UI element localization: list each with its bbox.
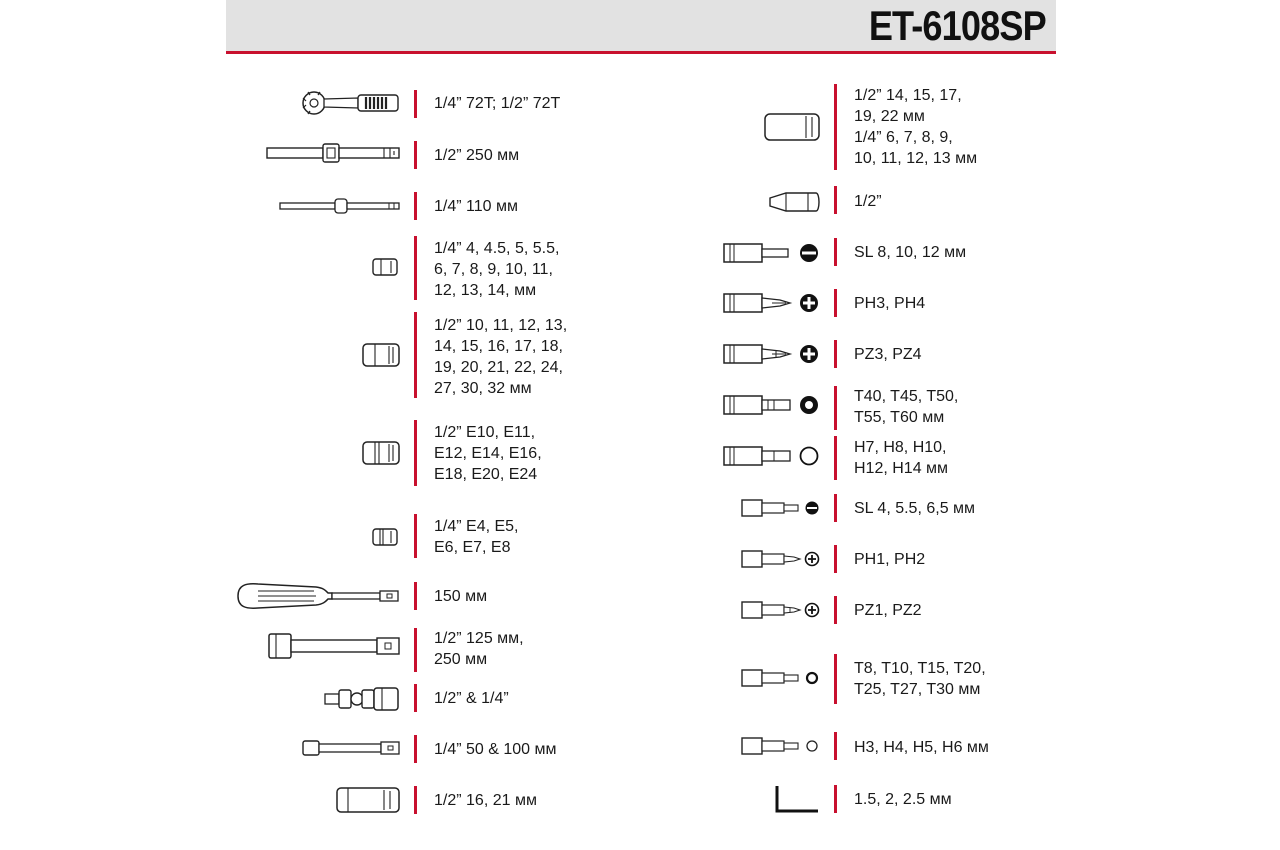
- separator-bar: [834, 436, 837, 480]
- item-label: 1/4” 50 & 100 мм: [434, 741, 557, 758]
- header-divider: [226, 51, 1056, 54]
- item-label: SL 8, 10, 12 мм: [854, 244, 967, 261]
- extension-bar-half-icon: [268, 632, 402, 660]
- deep-socket-icon: [764, 112, 822, 142]
- phillips-small-bit-icon: [740, 548, 822, 570]
- item-label: 1/2” 250 мм: [434, 147, 520, 164]
- separator-bar: [414, 735, 417, 763]
- item-label: T8, T10, T15, T20, T25, T27, T30 мм: [854, 660, 986, 698]
- item-label: H7, H8, H10, H12, H14 мм: [854, 439, 949, 477]
- bit-adapter-icon: [768, 190, 822, 214]
- universal-joint-icon: [324, 686, 402, 712]
- separator-bar: [834, 84, 837, 170]
- e-torx-socket-half-icon: [362, 440, 402, 466]
- slotted-small-bit-icon: [740, 497, 822, 519]
- e-torx-socket-quarter-icon: [372, 527, 400, 547]
- separator-bar: [834, 545, 837, 573]
- separator-bar: [834, 238, 837, 266]
- hex-bit-icon: [722, 443, 822, 469]
- separator-bar: [834, 340, 837, 368]
- item-label: PZ3, PZ4: [854, 346, 922, 363]
- slotted-bit-icon: [722, 240, 822, 266]
- item-label: T40, T45, T50, T55, T60 мм: [854, 388, 959, 426]
- item-label: 1/2” 10, 11, 12, 13, 14, 15, 16, 17, 18, 19, 20, 21, 22, 24, 27, 30, 32 мм: [434, 317, 568, 397]
- item-label: 1/2” 16, 21 мм: [434, 792, 537, 809]
- item-label: 150 мм: [434, 588, 488, 605]
- item-label: 1/4” E4, E5, E6, E7, E8: [434, 518, 519, 556]
- item-label: 1/2”: [854, 193, 882, 210]
- separator-bar: [834, 732, 837, 760]
- separator-bar: [414, 582, 417, 610]
- t-bar-handle-icon: [266, 143, 402, 163]
- socket-half-icon: [362, 342, 402, 368]
- item-label: H3, H4, H5, H6 мм: [854, 739, 989, 756]
- torx-small-bit-icon: [740, 667, 822, 689]
- item-label: 1/2” E10, E11, E12, E14, E16, E18, E20, E24: [434, 424, 542, 483]
- hex-key-icon: [774, 784, 822, 814]
- socket-quarter-icon: [372, 257, 400, 277]
- model-title: ET-6108SP: [869, 2, 1046, 49]
- separator-bar: [834, 596, 837, 624]
- separator-bar: [834, 494, 837, 522]
- hex-small-bit-icon: [740, 735, 822, 757]
- ratchet-icon: [300, 88, 404, 118]
- separator-bar: [414, 90, 417, 118]
- screwdriver-handle-icon: [236, 581, 402, 611]
- separator-bar: [834, 654, 837, 704]
- separator-bar: [414, 786, 417, 814]
- separator-bar: [834, 386, 837, 430]
- item-label: 1/2” & 1/4”: [434, 690, 509, 707]
- item-label: 1/4” 72T; 1/2” 72T: [434, 95, 561, 112]
- separator-bar: [414, 420, 417, 486]
- item-label: 1.5, 2, 2.5 мм: [854, 791, 952, 808]
- extension-bar-quarter-icon: [302, 738, 402, 758]
- item-label: 1/2” 125 мм, 250 мм: [434, 630, 524, 668]
- separator-bar: [834, 289, 837, 317]
- item-label: PH1, PH2: [854, 551, 926, 568]
- separator-bar: [414, 628, 417, 672]
- item-label: 1/4” 4, 4.5, 5, 5.5, 6, 7, 8, 9, 10, 11, 12, 13, 14, мм: [434, 240, 560, 299]
- separator-bar: [414, 192, 417, 220]
- separator-bar: [414, 236, 417, 300]
- pozidriv-bit-icon: [722, 341, 822, 367]
- t-bar-handle-small-icon: [279, 197, 401, 215]
- separator-bar: [834, 186, 837, 214]
- item-label: PH3, PH4: [854, 295, 926, 312]
- item-label: 1/2” 14, 15, 17, 19, 22 мм 1/4” 6, 7, 8, 9, 10, 11, 12, 13 мм: [854, 87, 978, 167]
- separator-bar: [414, 141, 417, 169]
- separator-bar: [834, 785, 837, 813]
- item-label: PZ1, PZ2: [854, 602, 922, 619]
- torx-bit-icon: [722, 392, 822, 418]
- item-label: SL 4, 5.5, 6,5 мм: [854, 500, 976, 517]
- separator-bar: [414, 514, 417, 558]
- separator-bar: [414, 312, 417, 398]
- spark-plug-socket-icon: [336, 786, 402, 814]
- pozidriv-small-bit-icon: [740, 599, 822, 621]
- item-label: 1/4” 110 мм: [434, 198, 518, 215]
- header-band: [226, 0, 1056, 51]
- separator-bar: [414, 684, 417, 712]
- phillips-bit-icon: [722, 290, 822, 316]
